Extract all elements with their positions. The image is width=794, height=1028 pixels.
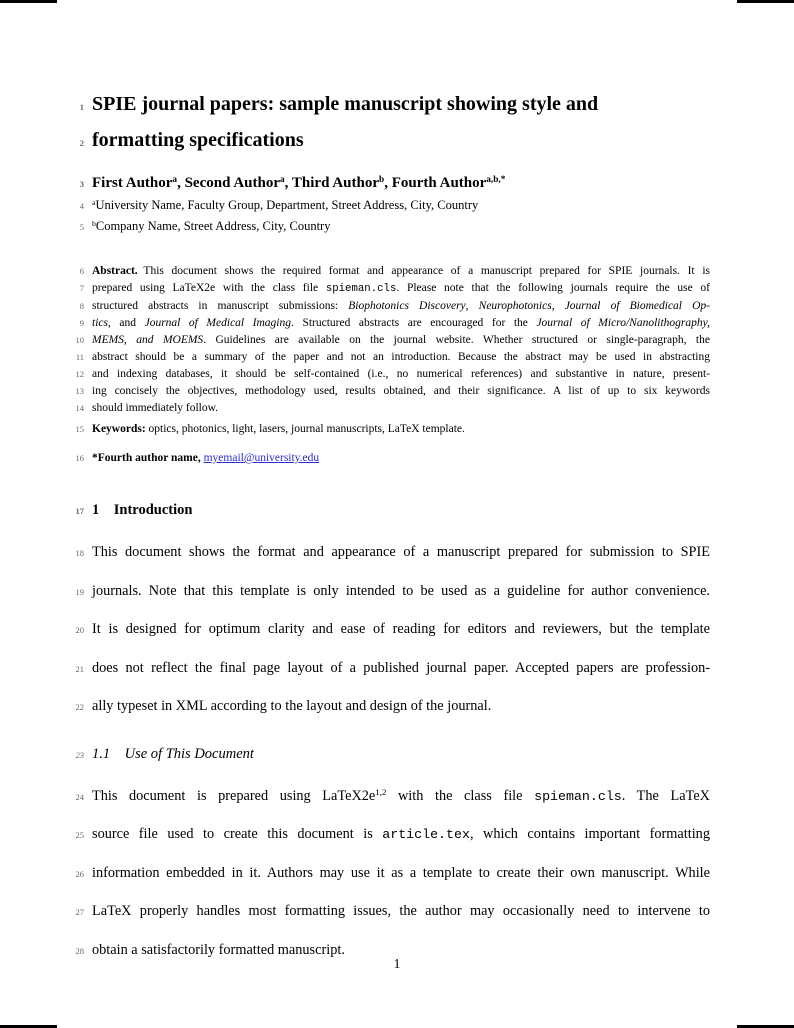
line-number: 6 xyxy=(79,266,84,276)
line-number: 22 xyxy=(75,702,84,712)
line-number: 18 xyxy=(75,548,84,558)
doc-line xyxy=(60,196,794,217)
line-text: Abstract. This document shows the required format and appearance of a manuscript prepared for SPIE journals. It is xyxy=(92,265,710,277)
line-number: 21 xyxy=(75,663,84,674)
line-text: formatting specifications xyxy=(92,129,304,151)
line-number: 10 xyxy=(75,335,84,345)
doc-line xyxy=(60,778,794,817)
line-text: tics, and Journal of Medical Imaging. Structured abstracts are encouraged for the Journal of Micro/Nanolithography, xyxy=(92,317,710,329)
doc-line xyxy=(60,88,794,124)
abstract xyxy=(60,263,794,417)
doc-line xyxy=(60,280,794,298)
doc-line xyxy=(60,816,794,855)
document-content xyxy=(60,88,794,970)
line-text: does not reflect the final page layout of a published journal paper. Accepted papers are profession- xyxy=(92,659,710,676)
doc-line xyxy=(60,855,794,894)
doc-line xyxy=(60,893,794,932)
doc-line xyxy=(60,400,794,417)
line-number: 11 xyxy=(75,352,84,362)
line-text: It is designed for optimum clarity and ease of reading for editors and reviewers, but the template xyxy=(92,621,710,637)
affiliations xyxy=(60,196,794,237)
line-text: $^b$Company Name, Street Address, City, Country xyxy=(92,218,331,233)
email-link[interactable]: myemail@university.edu xyxy=(203,452,320,464)
line-number: 9 xyxy=(79,318,84,328)
line-text: ing concisely the objectives, methodology used, results obtained, and their significance. A list of up to six keywords xyxy=(92,385,710,397)
line-text: structured abstracts in manuscript submissions: Biophotonics Discovery, Neurophotonics, Journal of Biomedical Op- xyxy=(92,300,710,312)
doc-line xyxy=(60,366,794,383)
line-number: 20 xyxy=(75,625,84,635)
doc-line xyxy=(60,383,794,400)
line-text: LaTeX properly handles most formatting issues, the author may occasionally need to intervene to xyxy=(92,903,710,919)
line-number: 1 xyxy=(79,102,84,112)
doc-line xyxy=(60,315,794,332)
intro-paragraph-2 xyxy=(60,778,794,971)
line-text: Keywords: optics, photonics, light, lasers, journal manuscripts, LaTeX template. xyxy=(92,423,465,435)
section-1-heading xyxy=(60,499,794,522)
line-number: 14 xyxy=(75,403,84,413)
line-number: 4 xyxy=(79,201,84,211)
line-text: 1.1 Use of This Document xyxy=(92,745,254,762)
doc-line xyxy=(60,534,794,573)
doc-line xyxy=(60,450,794,467)
line-number: 23 xyxy=(75,749,84,760)
line-number: 8 xyxy=(79,301,84,311)
line-text: abstract should be a summary of the paper and not an introduction. Because the abstract may be used in abstracting xyxy=(92,351,710,363)
correspondence-footnote xyxy=(60,450,794,467)
line-number: 15 xyxy=(75,424,84,434)
line-text: 1 Introduction xyxy=(92,502,193,518)
line-number: 19 xyxy=(75,586,84,597)
doc-line xyxy=(60,688,794,727)
line-text: *Fourth author name, myemail@university.edu xyxy=(92,452,320,464)
line-text: This document shows the format and appearance of a manuscript prepared for submission to SPIE xyxy=(92,544,710,560)
doc-line xyxy=(60,499,794,522)
keywords xyxy=(60,421,794,438)
line-text: This document is prepared using $LaTeX2e^{1,2}$ with the class file spieman.cls. The LaTeX xyxy=(92,787,710,804)
line-number: 3 xyxy=(79,179,84,189)
line-number: 26 xyxy=(75,868,84,879)
line-text: obtain a satisfactorily formatted manuscript. xyxy=(92,941,345,958)
doc-line xyxy=(60,172,794,196)
line-number: 28 xyxy=(75,945,84,956)
doc-line xyxy=(60,650,794,689)
line-text: First Author$^a$, Second Author$^a$, Third Author$^b$, Fourth Author$^{a,b,*}$ xyxy=(92,175,506,191)
line-number: 7 xyxy=(79,283,84,293)
line-text: should immediately follow. xyxy=(92,402,219,414)
line-text: information embedded in it. Authors may use it as a template to create their own manuscript. While xyxy=(92,864,710,881)
doc-line xyxy=(60,421,794,438)
doc-line xyxy=(60,217,794,238)
line-number: 16 xyxy=(75,453,84,463)
paper-title xyxy=(60,88,794,160)
line-text: and indexing databases, it should be self-contained (i.e., no numerical references) and substantive in nature, present- xyxy=(92,368,710,380)
doc-line xyxy=(60,743,794,766)
line-text: ally typeset in XML according to the layout and design of the journal. xyxy=(92,698,492,714)
line-text: MEMS, and MOEMS. Guidelines are available on the journal website. Whether structured or single-paragraph, the xyxy=(92,334,710,346)
corner-mark-top-right xyxy=(737,0,794,3)
doc-line xyxy=(60,611,794,650)
doc-line xyxy=(60,263,794,280)
doc-line xyxy=(60,573,794,612)
line-number: 2 xyxy=(79,138,84,148)
line-number: 5 xyxy=(79,221,84,232)
page-number: 1 xyxy=(393,956,401,971)
line-number: 12 xyxy=(75,369,84,379)
line-text: journals. Note that this template is only intended to be used as a guideline for author convenience. xyxy=(92,582,710,599)
line-text: prepared using LaTeX2e with the class file spieman.cls. Please note that the following journals require the use of xyxy=(92,282,710,295)
doc-line xyxy=(60,332,794,349)
line-number: 27 xyxy=(75,907,84,917)
line-text: SPIE journal papers: sample manuscript showing style and xyxy=(92,93,599,115)
line-number: 24 xyxy=(75,791,84,802)
line-number: 25 xyxy=(75,830,84,840)
corner-mark-top-left xyxy=(0,0,57,3)
doc-line xyxy=(60,349,794,366)
line-number: 17 xyxy=(75,506,84,516)
doc-line xyxy=(60,298,794,315)
line-text: source file used to create this document is article.tex, which contains important formatting xyxy=(92,826,710,842)
line-number: 13 xyxy=(75,386,84,396)
line-text: $^a$University Name, Faculty Group, Department, Street Address, City, Country xyxy=(92,198,479,212)
author-list xyxy=(60,172,794,196)
doc-line xyxy=(60,124,794,160)
subsection-1-1-heading xyxy=(60,743,794,766)
intro-paragraph-1 xyxy=(60,534,794,727)
